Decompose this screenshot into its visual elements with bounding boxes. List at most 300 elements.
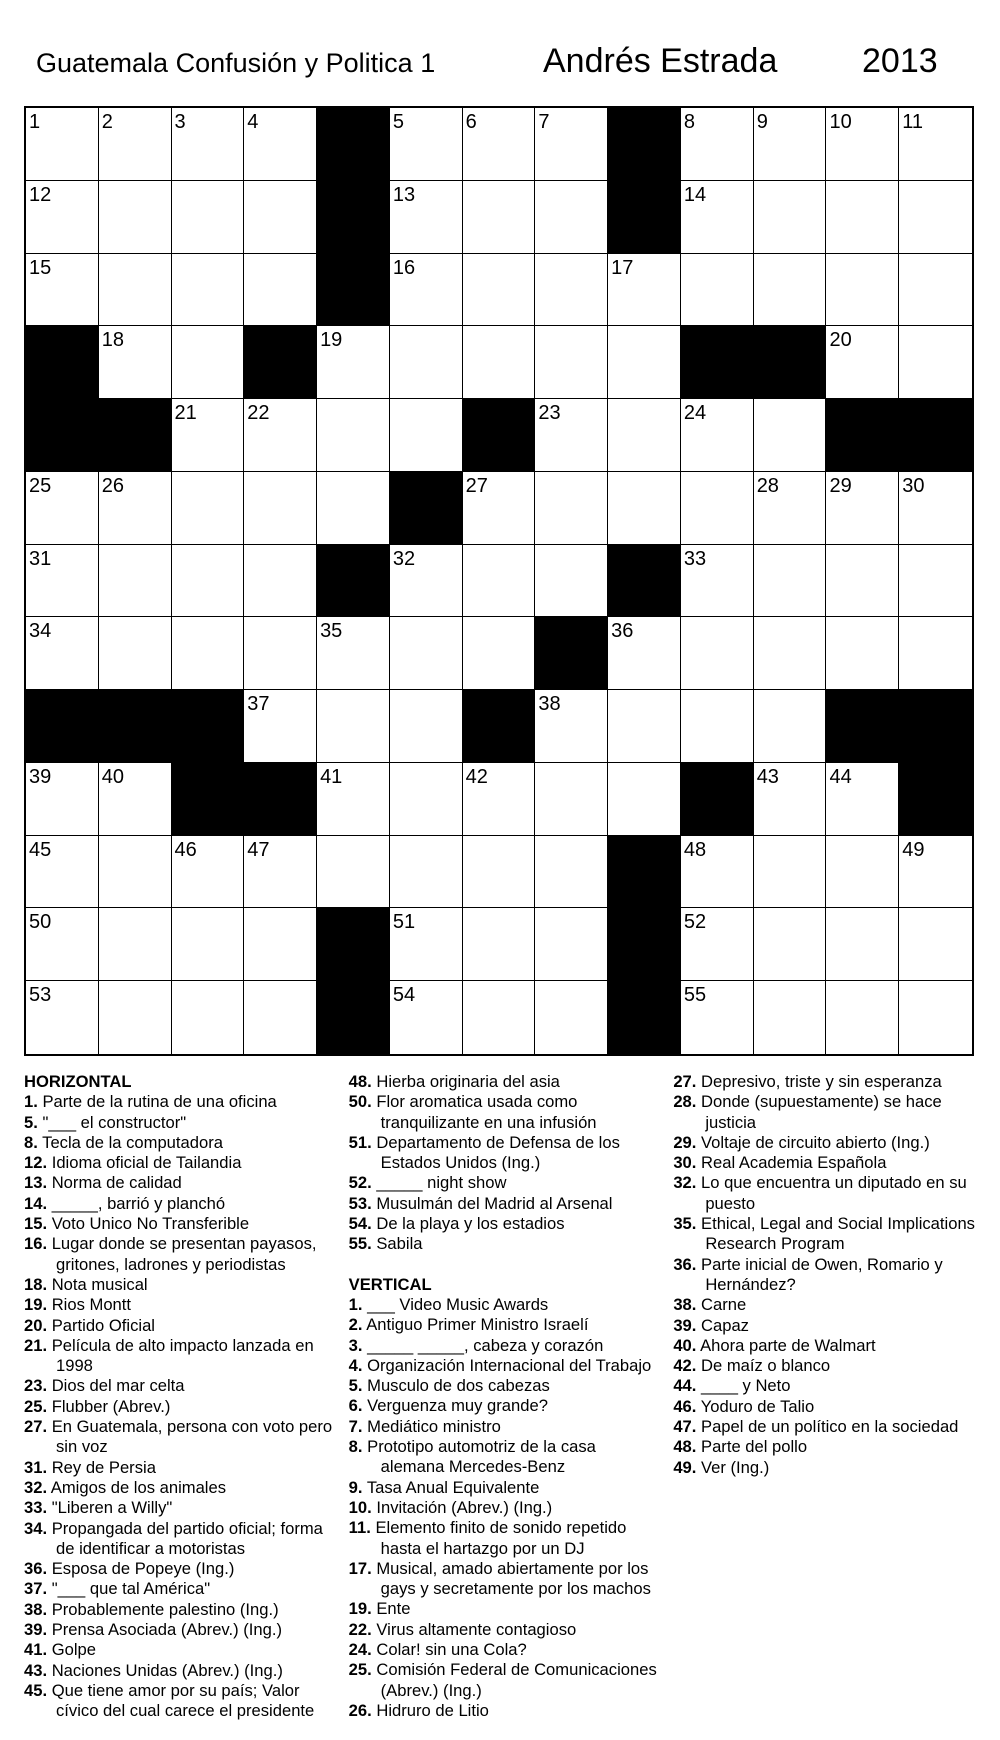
cell-number: 43 xyxy=(756,765,779,788)
clue-text: Antiguo Primer Ministro Israelí xyxy=(366,1315,589,1335)
clue-text: "___ que tal América" xyxy=(51,1579,211,1599)
clue-text: Tasa Anual Equivalente xyxy=(366,1477,540,1497)
clue-number: 53. xyxy=(348,1193,372,1213)
cell-number: 38 xyxy=(538,693,561,716)
grid-cell[interactable] xyxy=(535,908,608,981)
grid-cell[interactable] xyxy=(463,472,536,545)
grid-cell[interactable] xyxy=(244,472,317,545)
grid-cell[interactable] xyxy=(899,326,972,399)
grid-cell[interactable] xyxy=(390,908,463,981)
grid-cell[interactable] xyxy=(26,472,99,545)
grid-cell[interactable] xyxy=(317,472,390,545)
grid-cell[interactable] xyxy=(535,690,608,763)
grid-cell[interactable] xyxy=(535,326,608,399)
cell-number: 2 xyxy=(101,111,113,133)
clue-text: Organización Internacional del Trabajo xyxy=(367,1355,652,1375)
clue-number: 27. xyxy=(673,1072,697,1091)
grid-cell[interactable] xyxy=(172,181,245,254)
down-clue xyxy=(349,1356,660,1376)
grid-cell[interactable] xyxy=(899,908,972,981)
clue-number: 22. xyxy=(348,1619,372,1639)
cell-number: 41 xyxy=(320,765,343,788)
grid-cell[interactable] xyxy=(317,690,390,763)
cell-number: 47 xyxy=(247,838,270,861)
grid-cell[interactable] xyxy=(899,472,972,545)
grid-cell[interactable] xyxy=(681,254,754,327)
grid-cell[interactable] xyxy=(535,108,608,181)
grid-cell[interactable] xyxy=(608,326,681,399)
cell-number: 5 xyxy=(392,111,404,133)
black-square xyxy=(317,908,390,981)
clue-number: 23. xyxy=(24,1376,48,1396)
clue-text: En Guatemala, persona con voto pero sin voz xyxy=(51,1417,333,1457)
grid-cell[interactable] xyxy=(754,908,827,981)
cell-number: 29 xyxy=(829,474,852,497)
clue-number: 43. xyxy=(24,1660,48,1680)
grid-cell[interactable] xyxy=(463,545,536,618)
across-clue xyxy=(24,1234,335,1275)
grid-cell[interactable] xyxy=(826,617,899,690)
grid-cell[interactable] xyxy=(172,108,245,181)
clue-text: Musulmán del Madrid al Arsenal xyxy=(376,1193,613,1213)
clue-number: 26. xyxy=(348,1700,372,1720)
grid-cell[interactable] xyxy=(390,763,463,836)
grid-cell[interactable] xyxy=(244,981,317,1054)
black-square xyxy=(26,326,99,399)
grid-cell[interactable] xyxy=(99,617,172,690)
down-clue xyxy=(673,1173,984,1214)
clue-number: 48. xyxy=(673,1437,697,1457)
grid-cell[interactable] xyxy=(899,836,972,909)
grid-cell[interactable] xyxy=(463,326,536,399)
clue-number: 35. xyxy=(673,1214,697,1234)
grid-cell[interactable] xyxy=(463,181,536,254)
clue-number: 40. xyxy=(673,1335,697,1355)
clue-number: 15. xyxy=(24,1214,48,1234)
grid-cell[interactable] xyxy=(535,399,608,472)
clue-number: 44. xyxy=(673,1376,697,1396)
down-clue xyxy=(673,1458,984,1478)
clue-number: 9. xyxy=(348,1477,363,1497)
grid-cell[interactable] xyxy=(26,181,99,254)
cell-number: 36 xyxy=(611,620,634,643)
clue-text: Parte de la rutina de una oficina xyxy=(42,1092,277,1112)
cell-number: 22 xyxy=(247,402,270,425)
clue-number: 46. xyxy=(673,1396,697,1416)
grid-cell[interactable] xyxy=(172,981,245,1054)
grid-cell[interactable] xyxy=(826,908,899,981)
grid-cell[interactable] xyxy=(317,399,390,472)
black-square xyxy=(535,617,608,690)
grid-cell[interactable] xyxy=(681,690,754,763)
clue-number: 18. xyxy=(24,1274,48,1294)
clue-number: 34. xyxy=(24,1518,48,1538)
down-clue xyxy=(673,1153,984,1173)
across-clue xyxy=(24,1194,335,1214)
black-square xyxy=(608,908,681,981)
black-square xyxy=(317,108,390,181)
grid-cell[interactable] xyxy=(681,908,754,981)
down-clue xyxy=(673,1356,984,1376)
grid-cell[interactable] xyxy=(608,254,681,327)
cell-number: 7 xyxy=(538,111,550,133)
grid-cell[interactable] xyxy=(390,617,463,690)
grid-cell[interactable] xyxy=(390,326,463,399)
grid-cell[interactable] xyxy=(172,326,245,399)
grid-cell[interactable] xyxy=(608,472,681,545)
grid-cell[interactable] xyxy=(463,763,536,836)
grid-cell[interactable] xyxy=(317,763,390,836)
cell-number: 42 xyxy=(465,765,488,788)
clue-number: 4. xyxy=(348,1355,363,1375)
grid-cell[interactable] xyxy=(244,108,317,181)
grid-cell[interactable] xyxy=(99,181,172,254)
grid-cell[interactable] xyxy=(826,545,899,618)
grid-cell[interactable] xyxy=(754,763,827,836)
down-clue xyxy=(349,1599,660,1619)
black-square xyxy=(244,326,317,399)
grid-cell[interactable] xyxy=(681,108,754,181)
clue-number: 55. xyxy=(348,1234,372,1254)
grid-cell[interactable] xyxy=(826,254,899,327)
grid-cell[interactable] xyxy=(681,617,754,690)
clue-text: Ethical, Legal and Social Implications Research Program xyxy=(701,1214,975,1254)
cell-number: 26 xyxy=(101,474,125,497)
black-square xyxy=(899,763,972,836)
grid-cell[interactable] xyxy=(463,836,536,909)
grid-cell[interactable] xyxy=(463,981,536,1054)
puzzle-author: Andrés Estrada xyxy=(543,42,778,80)
clue-number: 19. xyxy=(24,1295,48,1315)
grid-cell[interactable] xyxy=(463,908,536,981)
clue-number: 17. xyxy=(348,1558,372,1578)
clue-number: 8. xyxy=(24,1132,38,1152)
grid-cell[interactable] xyxy=(899,108,972,181)
grid-cell[interactable] xyxy=(317,617,390,690)
across-clue xyxy=(24,1661,335,1681)
grid-cell[interactable] xyxy=(535,545,608,618)
across-clue xyxy=(24,1519,335,1560)
down-clue xyxy=(349,1315,660,1335)
clue-number: 12. xyxy=(24,1153,48,1173)
black-square xyxy=(317,254,390,327)
grid-cell[interactable] xyxy=(99,908,172,981)
cell-number: 54 xyxy=(392,984,416,1007)
grid-cell[interactable] xyxy=(535,472,608,545)
grid-cell[interactable] xyxy=(608,763,681,836)
grid-cell[interactable] xyxy=(317,836,390,909)
clue-number: 10. xyxy=(348,1497,372,1517)
clue-number: 27. xyxy=(24,1417,48,1437)
across-clue xyxy=(24,1295,335,1315)
grid-cell[interactable] xyxy=(26,836,99,909)
grid-cell[interactable] xyxy=(99,326,172,399)
clue-text: Rey de Persia xyxy=(51,1457,156,1477)
cell-number: 12 xyxy=(29,183,52,206)
clue-number: 28. xyxy=(673,1092,697,1112)
clue-text: _____ night show xyxy=(376,1173,507,1193)
grid-cell[interactable] xyxy=(244,617,317,690)
black-square xyxy=(608,545,681,618)
grid-cell[interactable] xyxy=(99,545,172,618)
grid-cell[interactable] xyxy=(754,472,827,545)
grid-cell[interactable] xyxy=(463,254,536,327)
cell-number: 18 xyxy=(101,329,125,352)
cell-number: 48 xyxy=(683,838,707,861)
grid-cell[interactable] xyxy=(172,472,245,545)
grid-cell[interactable] xyxy=(754,981,827,1054)
grid-cell[interactable] xyxy=(899,254,972,327)
clue-number: 39. xyxy=(24,1620,48,1640)
cell-number: 50 xyxy=(29,911,52,934)
clue-number: 29. xyxy=(673,1132,697,1152)
grid-cell[interactable] xyxy=(244,399,317,472)
clue-text: _____, barrió y planchó xyxy=(51,1193,226,1213)
down-clue xyxy=(673,1397,984,1417)
grid-cell[interactable] xyxy=(899,981,972,1054)
cell-number: 6 xyxy=(465,111,477,133)
clues-panel xyxy=(24,1072,984,1732)
grid-cell[interactable] xyxy=(535,981,608,1054)
clue-text: Propangada del partido oficial; forma de identificar a motoristas xyxy=(51,1518,323,1558)
cell-number: 24 xyxy=(683,402,707,425)
clue-text: Naciones Unidas (Abrev.) (Ing.) xyxy=(51,1660,283,1680)
clue-text: Ver (Ing.) xyxy=(701,1457,770,1477)
grid-cell[interactable] xyxy=(826,326,899,399)
clue-number: 5. xyxy=(348,1376,363,1396)
clue-number: 45. xyxy=(24,1680,48,1700)
clue-number: 7. xyxy=(348,1416,363,1436)
clue-text: Lo que encuentra un diputado en su puesto xyxy=(701,1173,967,1213)
grid-cell[interactable] xyxy=(99,254,172,327)
grid-cell[interactable] xyxy=(390,108,463,181)
clue-text: Real Academia Española xyxy=(701,1153,887,1173)
grid-cell[interactable] xyxy=(244,836,317,909)
grid-cell[interactable] xyxy=(26,908,99,981)
across-clue xyxy=(349,1092,660,1133)
grid-cell[interactable] xyxy=(172,254,245,327)
grid-cell[interactable] xyxy=(899,181,972,254)
down-clue xyxy=(349,1620,660,1640)
down-clue xyxy=(349,1295,660,1315)
grid-cell[interactable] xyxy=(244,690,317,763)
grid-cell[interactable] xyxy=(754,836,827,909)
cell-number: 40 xyxy=(101,765,125,788)
grid-cell[interactable] xyxy=(754,617,827,690)
clue-text: Invitación (Abrev.) (Ing.) xyxy=(376,1497,553,1517)
grid-cell[interactable] xyxy=(26,981,99,1054)
cell-number: 37 xyxy=(247,693,270,716)
grid-cell[interactable] xyxy=(535,763,608,836)
grid-cell[interactable] xyxy=(99,472,172,545)
cell-number: 44 xyxy=(829,765,852,788)
clue-text: Prensa Asociada (Abrev.) (Ing.) xyxy=(51,1620,282,1640)
grid-cell[interactable] xyxy=(99,763,172,836)
across-clue xyxy=(24,1620,335,1640)
grid-cell[interactable] xyxy=(681,399,754,472)
clue-number: 50. xyxy=(348,1092,372,1112)
black-square xyxy=(754,326,827,399)
grid-cell[interactable] xyxy=(681,181,754,254)
across-clue xyxy=(24,1498,335,1518)
grid-cell[interactable] xyxy=(390,545,463,618)
black-square xyxy=(608,836,681,909)
down-clue xyxy=(673,1214,984,1255)
cell-number: 20 xyxy=(829,329,852,352)
cell-number: 51 xyxy=(392,911,416,934)
clue-text: Depresivo, triste y sin esperanza xyxy=(701,1072,942,1091)
grid-cell[interactable] xyxy=(535,254,608,327)
grid-cell[interactable] xyxy=(244,908,317,981)
cell-number: 21 xyxy=(174,402,197,425)
grid-cell[interactable] xyxy=(172,617,245,690)
grid-cell[interactable] xyxy=(99,981,172,1054)
cell-number: 55 xyxy=(683,984,707,1007)
down-clue xyxy=(673,1295,984,1315)
grid-cell[interactable] xyxy=(172,908,245,981)
grid-cell[interactable] xyxy=(754,254,827,327)
clue-text: Rios Montt xyxy=(51,1295,132,1315)
grid-cell[interactable] xyxy=(826,108,899,181)
cell-number: 32 xyxy=(392,547,416,570)
grid-cell[interactable] xyxy=(608,617,681,690)
clue-text: Donde (supuestamente) se hace justicia xyxy=(701,1092,942,1132)
grid-cell[interactable] xyxy=(681,472,754,545)
grid-cell[interactable] xyxy=(826,763,899,836)
grid-cell[interactable] xyxy=(535,181,608,254)
clue-number: 37. xyxy=(24,1579,48,1599)
black-square xyxy=(317,545,390,618)
grid-cell[interactable] xyxy=(681,836,754,909)
grid-cell[interactable] xyxy=(244,545,317,618)
clue-text: "Liberen a Willy" xyxy=(51,1498,173,1518)
grid-cell[interactable] xyxy=(681,545,754,618)
clue-number: 38. xyxy=(24,1599,48,1619)
black-square xyxy=(317,981,390,1054)
black-square xyxy=(26,690,99,763)
down-title: VERTICAL xyxy=(348,1274,432,1294)
grid-cell[interactable] xyxy=(317,326,390,399)
grid-cell[interactable] xyxy=(26,545,99,618)
grid-cell[interactable] xyxy=(754,108,827,181)
across-clue xyxy=(24,1113,335,1133)
clue-text: Norma de calidad xyxy=(51,1173,182,1193)
cell-number: 31 xyxy=(29,547,52,570)
grid-cell[interactable] xyxy=(826,181,899,254)
grid-cell[interactable] xyxy=(390,836,463,909)
clue-text: Sabila xyxy=(376,1234,423,1254)
grid-cell[interactable] xyxy=(826,981,899,1054)
clue-text: Verguenza muy grande? xyxy=(367,1396,548,1416)
clue-number: 54. xyxy=(348,1214,372,1234)
down-clue xyxy=(349,1701,660,1721)
grid-cell[interactable] xyxy=(172,399,245,472)
down-clue xyxy=(673,1316,984,1336)
cell-number: 4 xyxy=(247,111,259,133)
clue-number: 41. xyxy=(24,1640,48,1660)
grid-cell[interactable] xyxy=(826,472,899,545)
clue-number: 11. xyxy=(348,1518,371,1538)
grid-cell[interactable] xyxy=(463,108,536,181)
grid-cell[interactable] xyxy=(244,254,317,327)
down-clue xyxy=(673,1255,984,1296)
clue-number: 14. xyxy=(24,1193,48,1213)
clue-text: Elemento finito de sonido repetido hasta el hartazgo por un DJ xyxy=(375,1518,627,1558)
clue-text: Flubber (Abrev.) xyxy=(51,1396,171,1416)
across-clue xyxy=(24,1153,335,1173)
grid-cell[interactable] xyxy=(899,617,972,690)
grid-cell[interactable] xyxy=(26,617,99,690)
puzzle-title: Guatemala Confusión y Politica 1 xyxy=(36,48,436,78)
clue-number: 48. xyxy=(348,1072,372,1091)
clue-text: Capaz xyxy=(701,1315,749,1335)
cell-number: 25 xyxy=(29,474,52,497)
black-square xyxy=(899,399,972,472)
grid-cell[interactable] xyxy=(463,617,536,690)
grid-cell[interactable] xyxy=(26,254,99,327)
grid-cell[interactable] xyxy=(754,545,827,618)
grid-cell[interactable] xyxy=(390,690,463,763)
grid-cell[interactable] xyxy=(754,181,827,254)
clue-number: 21. xyxy=(24,1335,48,1355)
grid-cell[interactable] xyxy=(244,181,317,254)
clue-text: "___ el constructor" xyxy=(42,1112,187,1132)
clue-text: Voltaje de circuito abierto (Ing.) xyxy=(701,1132,930,1152)
across-clue xyxy=(24,1417,335,1458)
clue-text: Golpe xyxy=(51,1640,96,1660)
clue-number: 1. xyxy=(348,1294,363,1314)
grid-cell[interactable] xyxy=(99,836,172,909)
clue-number: 32. xyxy=(24,1477,48,1497)
grid-cell[interactable] xyxy=(390,254,463,327)
grid-cell[interactable] xyxy=(608,399,681,472)
grid-cell[interactable] xyxy=(172,836,245,909)
grid-cell[interactable] xyxy=(390,981,463,1054)
down-clue xyxy=(349,1437,660,1478)
grid-cell[interactable] xyxy=(608,690,681,763)
across-clue xyxy=(349,1133,660,1174)
clue-text: Parte inicial de Owen, Romario y Hernández? xyxy=(701,1254,943,1294)
grid-cell[interactable] xyxy=(390,399,463,472)
grid-cell[interactable] xyxy=(535,836,608,909)
grid-cell[interactable] xyxy=(390,181,463,254)
down-clue xyxy=(673,1437,984,1457)
grid-cell[interactable] xyxy=(681,981,754,1054)
down-clue xyxy=(673,1133,984,1153)
clue-text: Ahora parte de Walmart xyxy=(700,1335,876,1355)
cell-number: 14 xyxy=(683,183,707,206)
grid-cell[interactable] xyxy=(826,836,899,909)
clue-number: 30. xyxy=(673,1153,697,1173)
cell-number: 17 xyxy=(611,256,634,279)
grid-cell[interactable] xyxy=(754,690,827,763)
across-clue xyxy=(24,1275,335,1295)
grid-cell[interactable] xyxy=(26,108,99,181)
grid-cell[interactable] xyxy=(754,399,827,472)
clue-number: 32. xyxy=(673,1173,697,1193)
grid-cell[interactable] xyxy=(99,108,172,181)
clue-number: 33. xyxy=(24,1498,48,1518)
black-square xyxy=(244,763,317,836)
grid-cell[interactable] xyxy=(172,545,245,618)
grid-cell[interactable] xyxy=(899,545,972,618)
clue-text: Lugar donde se presentan payasos, gritones, ladrones y periodistas xyxy=(51,1234,317,1274)
clue-number: 2. xyxy=(348,1315,363,1335)
across-clue xyxy=(349,1194,660,1214)
clue-number: 25. xyxy=(348,1660,372,1680)
clue-number: 25. xyxy=(24,1396,48,1416)
grid-cell[interactable] xyxy=(26,763,99,836)
